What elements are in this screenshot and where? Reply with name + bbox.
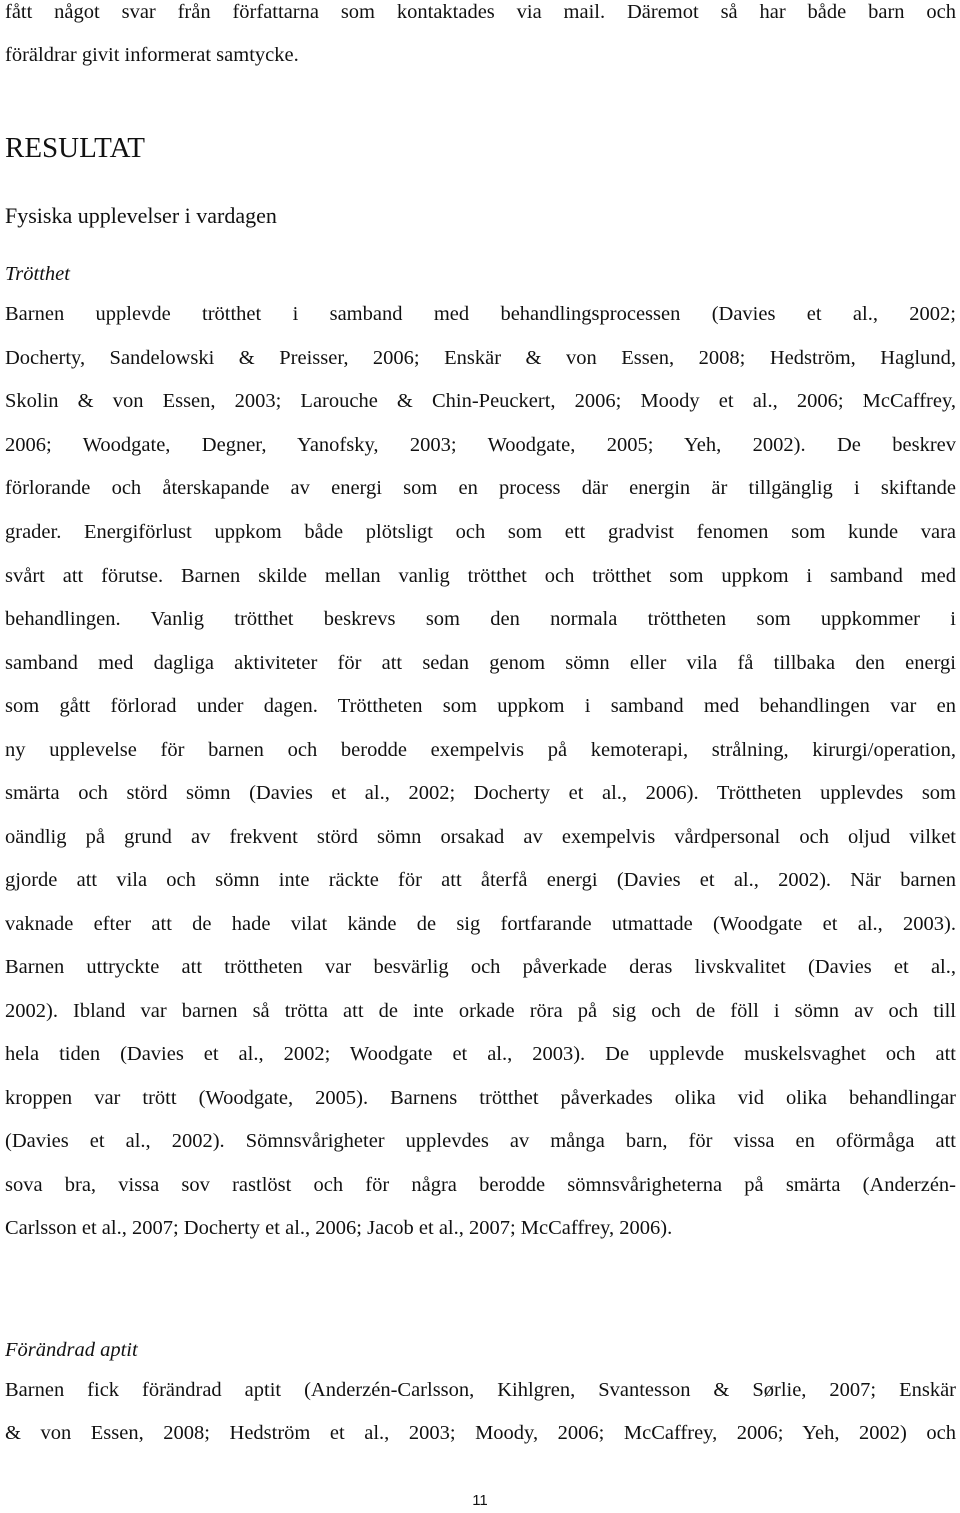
body-line: smärta och störd sömn (Davies et al., 2002; Docherty et al., 2006). Tröttheten upplevdes som bbox=[5, 782, 956, 804]
topic-heading-forandrad-aptit: Förändrad aptit bbox=[5, 1339, 138, 1361]
body-line: Docherty, Sandelowski & Preisser, 2006; Enskär & von Essen, 2008; Hedström, Haglund, bbox=[5, 347, 956, 369]
body-line: & von Essen, 2008; Hedström et al., 2003; Moody, 2006; McCaffrey, 2006; Yeh, 2002) och bbox=[5, 1422, 956, 1444]
body-line: hela tiden (Davies et al., 2002; Woodgate et al., 2003). De upplevde muskelsvaghet och att bbox=[5, 1043, 956, 1065]
body-line: 2002). Ibland var barnen så trötta att de inte orkade röra på sig och de föll i sömn av och till bbox=[5, 1000, 956, 1022]
body-line: svårt att förutse. Barnen skilde mellan vanlig trötthet och trötthet som uppkom i samband med bbox=[5, 565, 956, 587]
section-heading: RESULTAT bbox=[5, 132, 146, 164]
body-line: (Davies et al., 2002). Sömnsvårigheter upplevdes av många barn, för vissa en oförmåga att bbox=[5, 1130, 956, 1152]
body-line: behandlingen. Vanlig trötthet beskrevs som den normala tröttheten som uppkommer i bbox=[5, 608, 956, 630]
body-line: Skolin & von Essen, 2003; Larouche & Chin-Peuckert, 2006; Moody et al., 2006; McCaffrey, bbox=[5, 390, 956, 412]
body-line: Barnen fick förändrad aptit (Anderzén-Carlsson, Kihlgren, Svantesson & Sørlie, 2007; Enskär bbox=[5, 1379, 956, 1401]
body-line: som gått förlorad under dagen. Tröttheten som uppkom i samband med behandlingen var en bbox=[5, 695, 956, 717]
body-line: kroppen var trött (Woodgate, 2005). Barnens trötthet påverkades olika vid olika behandlingar bbox=[5, 1087, 956, 1109]
topic-heading-trotthet: Trötthet bbox=[5, 263, 70, 285]
body-line: gjorde att vila och sömn inte räckte för att återfå energi (Davies et al., 2002). När barnen bbox=[5, 869, 956, 891]
body-line: förlorande och återskapande av energi som en process där energin är tillgänglig i skiftande bbox=[5, 477, 956, 499]
body-line: 2006; Woodgate, Degner, Yanofsky, 2003; Woodgate, 2005; Yeh, 2002). De beskrev bbox=[5, 434, 956, 456]
body-line: Carlsson et al., 2007; Docherty et al., 2006; Jacob et al., 2007; McCaffrey, 2006). bbox=[5, 1217, 673, 1239]
body-line: grader. Energiförlust uppkom både plötsligt och som ett gradvist fenomen som kunde vara bbox=[5, 521, 956, 543]
body-line: sova bra, vissa sov rastlöst och för några berodde sömnsvårigheterna på smärta (Anderzén- bbox=[5, 1174, 956, 1196]
body-line: vaknade efter att de hade vilat kände de sig fortfarande utmattade (Woodgate et al., 2003). bbox=[5, 913, 956, 935]
intro-line-2: föräldrar givit informerat samtycke. bbox=[5, 44, 299, 66]
body-line: oändlig på grund av frekvent störd sömn orsakad av exempelvis vårdpersonal och oljud vilket bbox=[5, 826, 956, 848]
body-line: Barnen upplevde trötthet i samband med behandlingsprocessen (Davies et al., 2002; bbox=[5, 303, 956, 325]
subsection-heading: Fysiska upplevelser i vardagen bbox=[5, 204, 277, 228]
intro-line-1: fått något svar från författarna som kontaktades via mail. Däremot så har både barn och bbox=[5, 1, 956, 23]
body-line: samband med dagliga aktiviteter för att sedan genom sömn eller vila få tillbaka den energi bbox=[5, 652, 956, 674]
body-line: ny upplevelse för barnen och berodde exempelvis på kemoterapi, strålning, kirurgi/operation, bbox=[5, 739, 956, 761]
body-line: Barnen uttryckte att tröttheten var besvärlig och påverkade deras livskvalitet (Davies et al., bbox=[5, 956, 956, 978]
page-number: 11 bbox=[472, 1492, 488, 1509]
